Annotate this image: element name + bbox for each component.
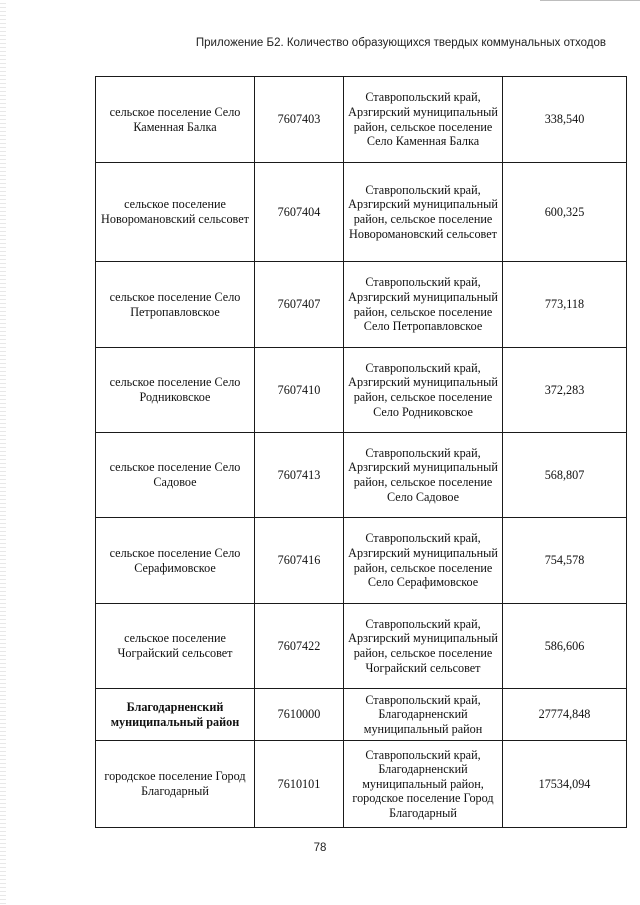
- location-description-cell: Ставропольский край, Арзгирский муниципальный район, сельское поселение Село Каменная Балка: [344, 77, 503, 163]
- district-name-cell: Благодарненский муниципальный район: [96, 689, 255, 741]
- waste-table: [95, 76, 627, 828]
- settlement-name-cell: сельское поселение Село Каменная Балка: [96, 77, 255, 163]
- oktmo-code-cell: 7607422: [255, 604, 344, 689]
- table-row: [96, 433, 627, 518]
- settlement-name-cell: сельское поселение Село Петропавловское: [96, 262, 255, 348]
- location-description-cell: Ставропольский край, Арзгирский муниципальный район, сельское поселение Чограйский сельсовет: [344, 604, 503, 689]
- waste-amount-cell: 568,807: [503, 433, 627, 518]
- table-row: [96, 741, 627, 828]
- oktmo-code-cell: 7607416: [255, 518, 344, 604]
- location-description-cell: Ставропольский край, Арзгирский муниципальный район, сельское поселение Село Серафимовское: [344, 518, 503, 604]
- table-row: [96, 348, 627, 433]
- page-header: Приложение Б2. Количество образующихся твердых коммунальных отходов: [195, 37, 606, 49]
- scan-edge-artifact: [0, 0, 6, 905]
- location-description-cell: Ставропольский край, Арзгирский муниципальный район, сельское поселение Село Садовое: [344, 433, 503, 518]
- settlement-name-cell: сельское поселение Село Серафимовское: [96, 518, 255, 604]
- waste-amount-cell: 586,606: [503, 604, 627, 689]
- settlement-name-cell: сельское поселение Село Садовое: [96, 433, 255, 518]
- oktmo-code-cell: 7610101: [255, 741, 344, 828]
- table-row: [96, 77, 627, 163]
- oktmo-code-cell: 7607407: [255, 262, 344, 348]
- oktmo-code-cell: 7607404: [255, 163, 344, 262]
- settlement-name-cell: сельское поселение Село Родниковское: [96, 348, 255, 433]
- location-description-cell: Ставропольский край, Арзгирский муниципальный район, сельское поселение Село Петропавловское: [344, 262, 503, 348]
- settlement-name-cell: сельское поселение Новоромановский сельсовет: [96, 163, 255, 262]
- settlement-name-cell: сельское поселение Чограйский сельсовет: [96, 604, 255, 689]
- location-description-cell: Ставропольский край, Благодарненский муниципальный район, городское поселение Город Благодарный: [344, 741, 503, 828]
- table-row: [96, 262, 627, 348]
- waste-amount-cell: 773,118: [503, 262, 627, 348]
- settlement-name-cell: городское поселение Город Благодарный: [96, 741, 255, 828]
- location-description-cell: Ставропольский край, Арзгирский муниципальный район, сельское поселение Новоромановский сельсовет: [344, 163, 503, 262]
- table-row-district: [96, 689, 627, 741]
- waste-amount-cell: 372,283: [503, 348, 627, 433]
- waste-amount-cell: 17534,094: [503, 741, 627, 828]
- page-number: 78: [313, 842, 327, 854]
- table-row: [96, 518, 627, 604]
- waste-amount-cell: 338,540: [503, 77, 627, 163]
- location-description-cell: Ставропольский край, Арзгирский муниципальный район, сельское поселение Село Родниковское: [344, 348, 503, 433]
- oktmo-code-cell: 7610000: [255, 689, 344, 741]
- oktmo-code-cell: 7607410: [255, 348, 344, 433]
- location-description-cell: Ставропольский край, Благодарненский муниципальный район: [344, 689, 503, 741]
- waste-amount-cell: 754,578: [503, 518, 627, 604]
- table-row: [96, 604, 627, 689]
- waste-amount-cell: 600,325: [503, 163, 627, 262]
- oktmo-code-cell: 7607403: [255, 77, 344, 163]
- table-row: [96, 163, 627, 262]
- waste-amount-cell: 27774,848: [503, 689, 627, 741]
- top-rule: [540, 0, 640, 1]
- oktmo-code-cell: 7607413: [255, 433, 344, 518]
